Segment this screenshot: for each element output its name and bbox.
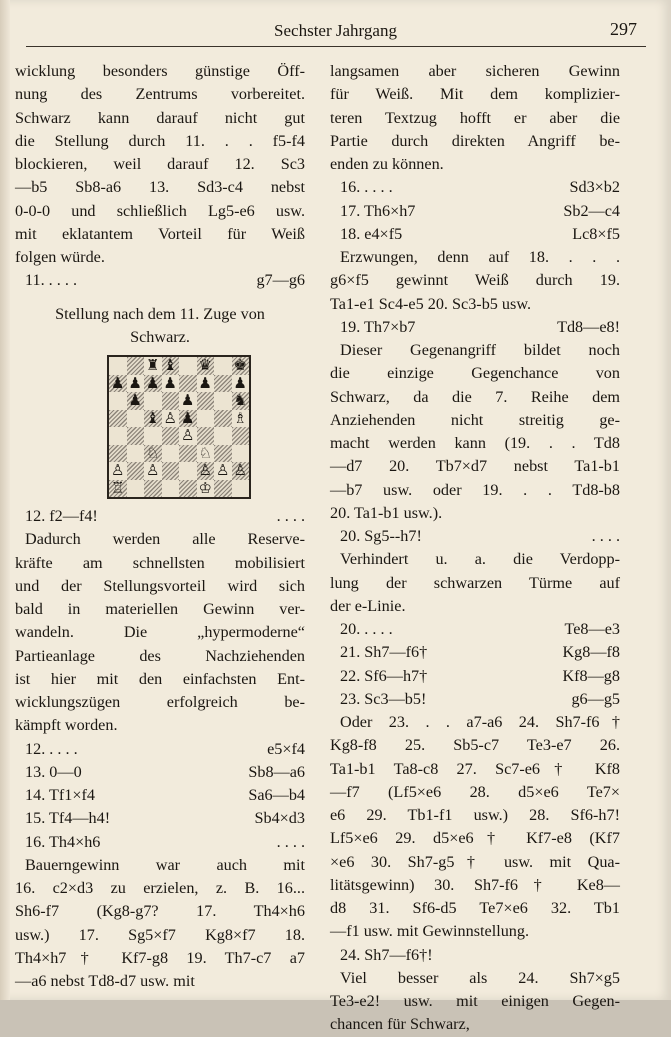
text-line: 0-0-0 und schließlich Lg5-e6 usw. [15, 201, 305, 220]
board-square [179, 375, 197, 393]
text-line: blockieren, weil darauf 12. Sc3 [15, 155, 305, 173]
board-square [232, 445, 250, 463]
move-line [330, 200, 620, 223]
text-line: 20. Ta1-b1 usw.). [330, 503, 443, 522]
board-square [127, 445, 145, 463]
board-square: ♖ [109, 480, 127, 498]
move-black: e5×f4 [267, 739, 305, 758]
move-white: 16. . . . . [340, 178, 393, 197]
spacer [15, 293, 305, 303]
board-square [144, 480, 162, 498]
move-line [15, 269, 305, 292]
board-square [109, 392, 127, 410]
board-square: ♚ [232, 357, 250, 375]
text-line: d8 31. Sf6-d5 Te7×e6 32. Tb1 [330, 899, 620, 917]
text-line: usw.) 17. Sg5×f7 Kg8×f7 18. [15, 925, 305, 944]
text-line: —d7 20. Tb7×d7 nebst Ta1-b1 [330, 457, 620, 476]
move-black: Td8—e8! [557, 317, 620, 336]
board-square: ♛ [197, 357, 215, 375]
move-line [330, 223, 620, 246]
text-line: Dadurch werden alle Reserve- [25, 530, 305, 549]
move-white: 18. e4×f5 [340, 224, 403, 243]
text-line: nung des Zentrums vorbereitet. [15, 85, 305, 104]
board-square: ♞ [232, 392, 250, 410]
text-line: bald in materiellen Gewinn ver- [15, 600, 305, 618]
text-line: wicklung besonders günstige Öff- [15, 62, 305, 80]
move-white: 13. 0—0 [25, 762, 82, 781]
text-line: Dieser Gegenangriff bildet noch [340, 341, 620, 359]
move-black: . . . . [591, 527, 620, 545]
text-line: Schwarz, da die 7. Reihe dem [330, 387, 620, 406]
board-square [214, 427, 232, 445]
move-white: 12. f2—f4! [25, 507, 98, 525]
board-square: ♔ [197, 480, 215, 498]
board-square: ♟ [179, 410, 197, 428]
text-line: —f7 (Lf5×e6 28. d5×e6 Te7× [330, 782, 620, 801]
right-paragraph-1 [330, 60, 620, 176]
move-white: 22. Sf6—h7† [340, 666, 428, 685]
board-square [162, 445, 180, 463]
text-line: die Stellung durch 11. . . f5-f4 [15, 131, 305, 150]
left-column [15, 60, 305, 993]
text-line: —b5 Sb8-a6 13. Sd3-c4 nebst [15, 178, 305, 197]
left-paragraph-2 [15, 528, 305, 737]
board-square: ♗ [232, 410, 250, 428]
board-square [162, 392, 180, 410]
move-white: 23. Sc3—b5! [340, 689, 427, 708]
board-square: ♜ [144, 357, 162, 375]
text-line: Schwarz kann darauf nicht gut [15, 108, 305, 127]
text-line: Sh6-f7 (Kg8-g7? 17. Th4×h6 [15, 902, 305, 921]
text-line: und der Stellungsvorteil wird sich [15, 576, 305, 595]
move-line [15, 831, 305, 854]
text-line: die einzige Gegenchance von [330, 364, 620, 383]
move-black: Sb4×d3 [254, 809, 305, 828]
text-line: Stellung nach dem 11. Zuge von [55, 304, 265, 323]
move-black: Sb8—a6 [248, 762, 305, 781]
left-paragraph-3 [15, 854, 305, 994]
move-white: 15. Tf4—h4! [25, 809, 111, 828]
board-square [127, 462, 145, 480]
board-square: ♟ [232, 375, 250, 393]
move-line [330, 665, 620, 688]
text-line: der e-Linie. [330, 596, 406, 615]
text-line: —b7 usw. oder 19. . . Td8-b8 [330, 480, 620, 499]
move-line [330, 618, 620, 641]
move-line [330, 176, 620, 199]
text-line: Partieanlage des Nachziehenden [15, 646, 305, 665]
move-black: Te8—e3 [564, 620, 620, 638]
text-line: enden zu können. [330, 155, 444, 173]
page-gutter-shadow [0, 0, 10, 1000]
running-header-title: Sechster Jahrgang [274, 21, 397, 40]
text-line: Schwarz. [130, 327, 190, 346]
move-white: 20. . . . . [340, 620, 393, 638]
board-square [109, 427, 127, 445]
right-paragraph-6 [330, 967, 620, 1037]
text-line: langsamen aber sicheren Gewinn [330, 62, 620, 80]
right-paragraph-4 [330, 548, 620, 618]
page-number: 297 [610, 19, 637, 39]
text-line: wandeln. Die „hypermoderne“ [15, 623, 305, 642]
board-square [214, 445, 232, 463]
move-black: Lc8×f5 [572, 224, 620, 243]
move-black: Sb2—c4 [563, 201, 620, 220]
right-move-list-1 [330, 176, 620, 246]
move-line [330, 316, 620, 339]
right-column [330, 60, 620, 1037]
board-square [214, 480, 232, 498]
board-square: ♟ [179, 392, 197, 410]
move-line [330, 944, 620, 967]
board-square: ♙ [214, 462, 232, 480]
board-square: ♙ [197, 462, 215, 480]
board-square: ♟ [144, 375, 162, 393]
move-white: 17. Th6×h7 [340, 201, 416, 220]
text-line: litätsgewinn) 30. Sh7-f6† Ke8— [330, 875, 620, 894]
move-white: 11. . . . . [25, 271, 78, 290]
board-square [127, 410, 145, 428]
move-black: Kf8—g8 [562, 666, 620, 685]
text-line: Viel besser als 24. Sh7×g5 [340, 968, 620, 987]
right-move-list-2 [330, 618, 620, 711]
text-line: chancen für Schwarz, [330, 1015, 470, 1034]
board-square [197, 392, 215, 410]
text-line: Anziehenden nicht streitig ge- [330, 410, 620, 429]
text-line: e6 29. Tb1-f1 usw.) 28. Sf6-h7! [330, 806, 620, 824]
board-square [162, 480, 180, 498]
board-square: ♟ [127, 392, 145, 410]
move-black: Kg8—f8 [562, 643, 620, 662]
board-square [162, 427, 180, 445]
text-line: teren Textzug hofft er aber die [330, 108, 620, 127]
move-line [330, 688, 620, 711]
text-line: —f1 usw. mit Gewinnstellung. [330, 922, 530, 941]
board-square [197, 410, 215, 428]
text-line: Partie durch direkten Angriff be- [330, 131, 620, 150]
right-paragraph-3 [330, 339, 620, 525]
left-move-list [15, 738, 305, 854]
text-line: mit eklatantem Vorteil für Weiß [15, 224, 305, 243]
text-line: Erzwungen, denn auf 18. . . . [340, 248, 620, 266]
move-black: Sa6—b4 [248, 786, 305, 804]
board-square: ♘ [197, 445, 215, 463]
board-square [109, 357, 127, 375]
move-white: 16. Th4×h6 [25, 832, 101, 851]
chess-diagram [107, 355, 251, 499]
move-white: 24. Sh7—f6†! [340, 945, 433, 964]
board-square [214, 357, 232, 375]
text-line: ×e6 30. Sh7-g5† usw. mit Qua- [330, 852, 620, 871]
move-line [15, 784, 305, 807]
text-line: g6×f5 gewinnt Weiß durch 19. [330, 271, 620, 290]
board-square [179, 462, 197, 480]
board-square [214, 410, 232, 428]
board-square [144, 392, 162, 410]
text-line: Kg8-f8 25. Sb5-c7 Te3-e7 26. [330, 736, 620, 755]
board-square: ♟ [127, 375, 145, 393]
text-line: lung der schwarzen Türme auf [330, 573, 620, 592]
text-line: kräfte am schnellsten mobilisiert [15, 553, 305, 572]
text-line: wicklungszügen erfolgreich be- [15, 693, 305, 711]
move-white: 12. . . . . [25, 739, 78, 758]
right-paragraph-5 [330, 711, 620, 944]
board-square: ♟ [197, 375, 215, 393]
text-line: Ta1-e1 Sc4-e5 20. Sc3-b5 usw. [330, 294, 532, 313]
board-square [179, 445, 197, 463]
move-line [15, 807, 305, 830]
board-square [162, 462, 180, 480]
text-line: Ta1-b1 Ta8-c8 27. Sc7-e6† Kf8 [330, 759, 620, 778]
text-line: Oder 23. . . a7-a6 24. Sh7-f6† [340, 713, 620, 731]
board-square [232, 427, 250, 445]
board-square [214, 375, 232, 393]
text-line: 16. c2×d3 zu erzielen, z. B. 16... [15, 879, 305, 897]
board-square [127, 427, 145, 445]
board-square: ♙ [162, 410, 180, 428]
board-square [127, 480, 145, 498]
text-line: Bauerngewinn war auch mit [25, 855, 305, 874]
move-black: Sd3×b2 [569, 178, 620, 197]
text-line: Te3-e2! usw. mit einigen Gegen- [330, 992, 620, 1010]
right-paragraph-2 [330, 246, 620, 316]
board-square [232, 480, 250, 498]
board-square [109, 410, 127, 428]
text-line: für Weiß. Mit dem komplizier- [330, 85, 620, 104]
move-white: 14. Tf1×f4 [25, 786, 95, 804]
board-square: ♘ [144, 445, 162, 463]
board-square: ♙ [144, 462, 162, 480]
move-white: 21. Sh7—f6† [340, 643, 428, 662]
board-square [179, 357, 197, 375]
board-square [179, 480, 197, 498]
move-white: 20. Sg5--h7! [340, 527, 422, 545]
board-square [214, 392, 232, 410]
text-line: Th4×h7† Kf7-g8 19. Th7-c7 a7 [15, 948, 305, 967]
board-square: ♝ [162, 357, 180, 375]
header-rule [26, 46, 646, 47]
move-line [15, 761, 305, 784]
move-line [15, 738, 305, 761]
text-line: Verhindert u. a. die Verdopp- [340, 550, 620, 569]
move-black: g7—g6 [256, 271, 305, 290]
text-line: Lf5×e6 29. d5×e6† Kf7-e8 (Kf7 [330, 829, 620, 848]
board-square: ♟ [162, 375, 180, 393]
move-black: . . . . [276, 832, 305, 851]
text-line: macht werden kann (19. . . Td8 [330, 434, 620, 452]
left-paragraph-1 [15, 60, 305, 269]
move-line [15, 505, 305, 528]
move-black: . . . . [276, 507, 305, 525]
board-square [127, 357, 145, 375]
move-black: g6—g5 [571, 689, 620, 708]
board-square [197, 427, 215, 445]
move-white: 19. Th7×b7 [340, 317, 416, 336]
board-square: ♙ [109, 462, 127, 480]
move-line [330, 641, 620, 664]
board-square: ♙ [179, 427, 197, 445]
board-square: ♟ [109, 375, 127, 393]
board-square: ♝ [144, 410, 162, 428]
diagram-caption [15, 303, 305, 350]
board-square [109, 445, 127, 463]
board-square: ♙ [232, 462, 250, 480]
text-line: kämpft worden. [15, 716, 118, 735]
text-line: —a6 nebst Td8-d7 usw. mit [15, 972, 195, 990]
text-line: ist hier mit den einfachsten Ent- [15, 669, 305, 688]
board-square [144, 427, 162, 445]
text-line: folgen würde. [15, 248, 105, 266]
move-line [330, 525, 620, 548]
